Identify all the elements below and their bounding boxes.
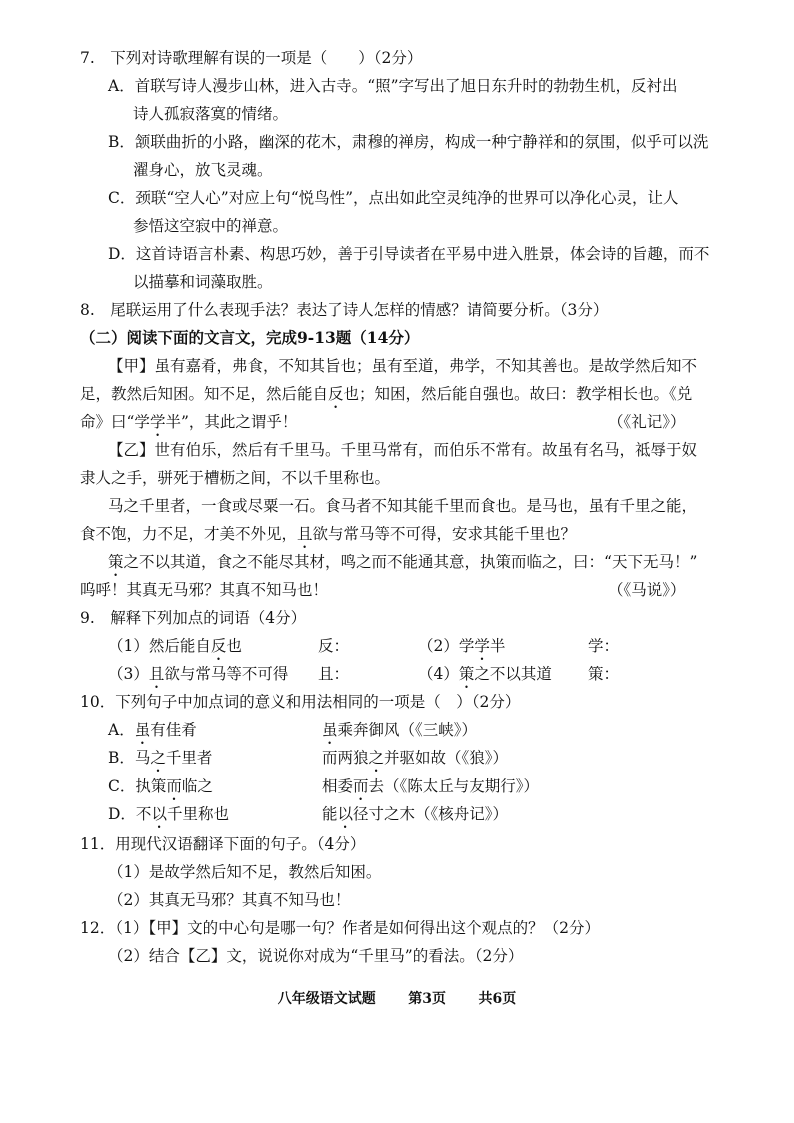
passage-jia-source: （《礼记》） — [608, 413, 686, 431]
q9-item4: （4）策之不以其道 — [418, 665, 552, 683]
q10-option-b-left: B．马之千里者 — [108, 749, 213, 767]
footer-page-number: 第3页 — [408, 991, 446, 1007]
q10-option-d-left: D．不以千里称也 — [108, 805, 229, 823]
footer-title: 八年级语文试题 — [277, 991, 376, 1007]
dotted-word: 以 — [151, 805, 167, 823]
q10-option-a-right: 虽乘奔御风（《三峡》） — [322, 721, 478, 739]
q9-item2-answer: 学： — [588, 637, 620, 655]
dotted-word: 学 — [149, 413, 166, 431]
dotted-word: 之 — [150, 749, 166, 767]
dotted-word: 且 — [148, 665, 165, 683]
q7-option-c-line1: C．颈联“空人心”对应上句“悦鸟性”，点出如此空灵纯净的世界可以净化心灵，让人 — [108, 189, 679, 207]
q7-option-b-line2: 濯身心，放飞灵魂。 — [133, 161, 273, 179]
q7-option-a-line1: A．首联写诗人漫步山林，进入古寺。“照”字写出了旭日东升时的勃勃生机，反衬出 — [108, 77, 678, 95]
passage-yi-line1: 【乙】世有伯乐，然后有千里马。千里马常有，而伯乐不常有。故虽有名马，祗辱于奴 — [108, 441, 698, 459]
dotted-word: 以 — [337, 805, 354, 823]
q7-option-c-line2: 参悟这空寂中的禅意。 — [133, 217, 289, 235]
dotted-word: 之 — [368, 749, 385, 767]
dotted-word: 学 — [474, 637, 490, 655]
passage-yi-line6: 呜呼！其真无马邪？其真不知马也！ — [80, 581, 329, 599]
dotted-word: 反 — [328, 385, 344, 403]
q7-stem: 7. 下列对诗歌理解有误的一项是（ ）（2分） — [80, 49, 423, 67]
passage-jia-line1: 【甲】虽有嘉肴，弗食，不知其旨也；虽有至道，弗学，不知其善也。是故学然后知不 — [108, 357, 698, 375]
q9-item3-answer: 且： — [318, 665, 350, 683]
dotted-word: 反 — [210, 637, 227, 655]
dotted-word: 策 — [458, 665, 475, 683]
q12-item1: 12．（1）【甲】文的中心句是哪一句？作者是如何得出这个观点的？（2分） — [80, 919, 600, 937]
q10-option-d-right: 能以径寸之木（《核舟记》） — [322, 805, 509, 823]
passage-yi-line5: 策之不以其道，食之不能尽其材，鸣之而不能通其意，执策而临之，曰：“天下无马！” — [108, 553, 698, 571]
q11-stem: 11．用现代汉语翻译下面的句子。（4分） — [80, 835, 366, 853]
q8-stem: 8. 尾联运用了什么表现手法？表达了诗人怎样的情感？请简要分析。（3分） — [80, 301, 609, 319]
q9-item2: （2）学学半 — [418, 637, 506, 655]
footer-total-pages: 共6页 — [478, 991, 517, 1007]
page-footer — [0, 988, 794, 1008]
q9-item4-answer: 策： — [588, 665, 620, 683]
dotted-word: 策 — [108, 553, 124, 571]
passage-yi-line4: 食不饱，力不足，才美不外见，且欲与常马等不可得，安求其能千里也？ — [80, 525, 577, 543]
q9-item1-answer: 反： — [318, 637, 350, 655]
passage-yi-line3: 马之千里者，一食或尽粟一石。食马者不知其能千里而食也。是马也，虽有千里之能， — [108, 497, 698, 515]
dotted-word: 虽 — [322, 721, 338, 739]
q10-stem: 10．下列句子中加点词的意义和用法相同的一项是（ ）（2分） — [80, 693, 521, 711]
q11-item1: （1）是故学然后知不足，教然后知困。 — [108, 863, 382, 881]
q9-item1: （1）然后能自反也 — [108, 637, 242, 655]
q10-option-c-left: C．执策而临之 — [108, 777, 213, 795]
dotted-word: 而 — [353, 777, 369, 795]
q9-stem: 9. 解释下列加点的词语（4分） — [80, 609, 307, 627]
q7-option-d-line2: 以描摹和词藻取胜。 — [133, 273, 273, 291]
dotted-word: 而 — [166, 777, 182, 795]
section-heading: （二）阅读下面的文言文，完成9-13题（14分） — [80, 328, 420, 347]
q10-option-b-right: 而两狼之并驱如故（《狼》） — [322, 749, 509, 767]
passage-jia-line2: 足，教然后知困。知不足，然后能自反也；知困，然后能自强也。故曰：教学相长也。《兑 — [80, 385, 693, 403]
dotted-word: 且 — [297, 525, 313, 543]
passage-yi-line2: 隶人之手，骈死于槽枥之间，不以千里称也。 — [80, 469, 391, 487]
passage-jia-line3: 命》曰“学学半”，其此之谓乎！ — [80, 413, 298, 431]
q11-item2: （2）其真无马邪？其真不知马也！ — [108, 891, 351, 909]
q7-option-b-line1: B．颔联曲折的小路，幽深的花木，肃穆的禅房，构成一种宁静祥和的氛围，似乎可以洗 — [108, 133, 709, 151]
q7-option-a-line2: 诗人孤寂落寞的情绪。 — [133, 105, 289, 123]
dotted-word: 虽 — [134, 721, 151, 739]
q9-item3: （3）且欲与常马等不可得 — [108, 665, 289, 683]
q10-option-c-right: 相委而去（《陈太丘与友期行》） — [322, 777, 540, 795]
passage-yi-source: （《马说》） — [608, 581, 686, 599]
q10-option-a-left: A．虽有佳肴 — [108, 721, 197, 739]
q7-option-d-line1: D．这首诗语言朴素、构思巧妙，善于引导读者在平易中进入胜景，体会诗的旨趣，而不 — [108, 245, 710, 263]
q12-item2: （2）结合【乙】文，说说你对成为“千里马”的看法。（2分） — [108, 947, 524, 965]
